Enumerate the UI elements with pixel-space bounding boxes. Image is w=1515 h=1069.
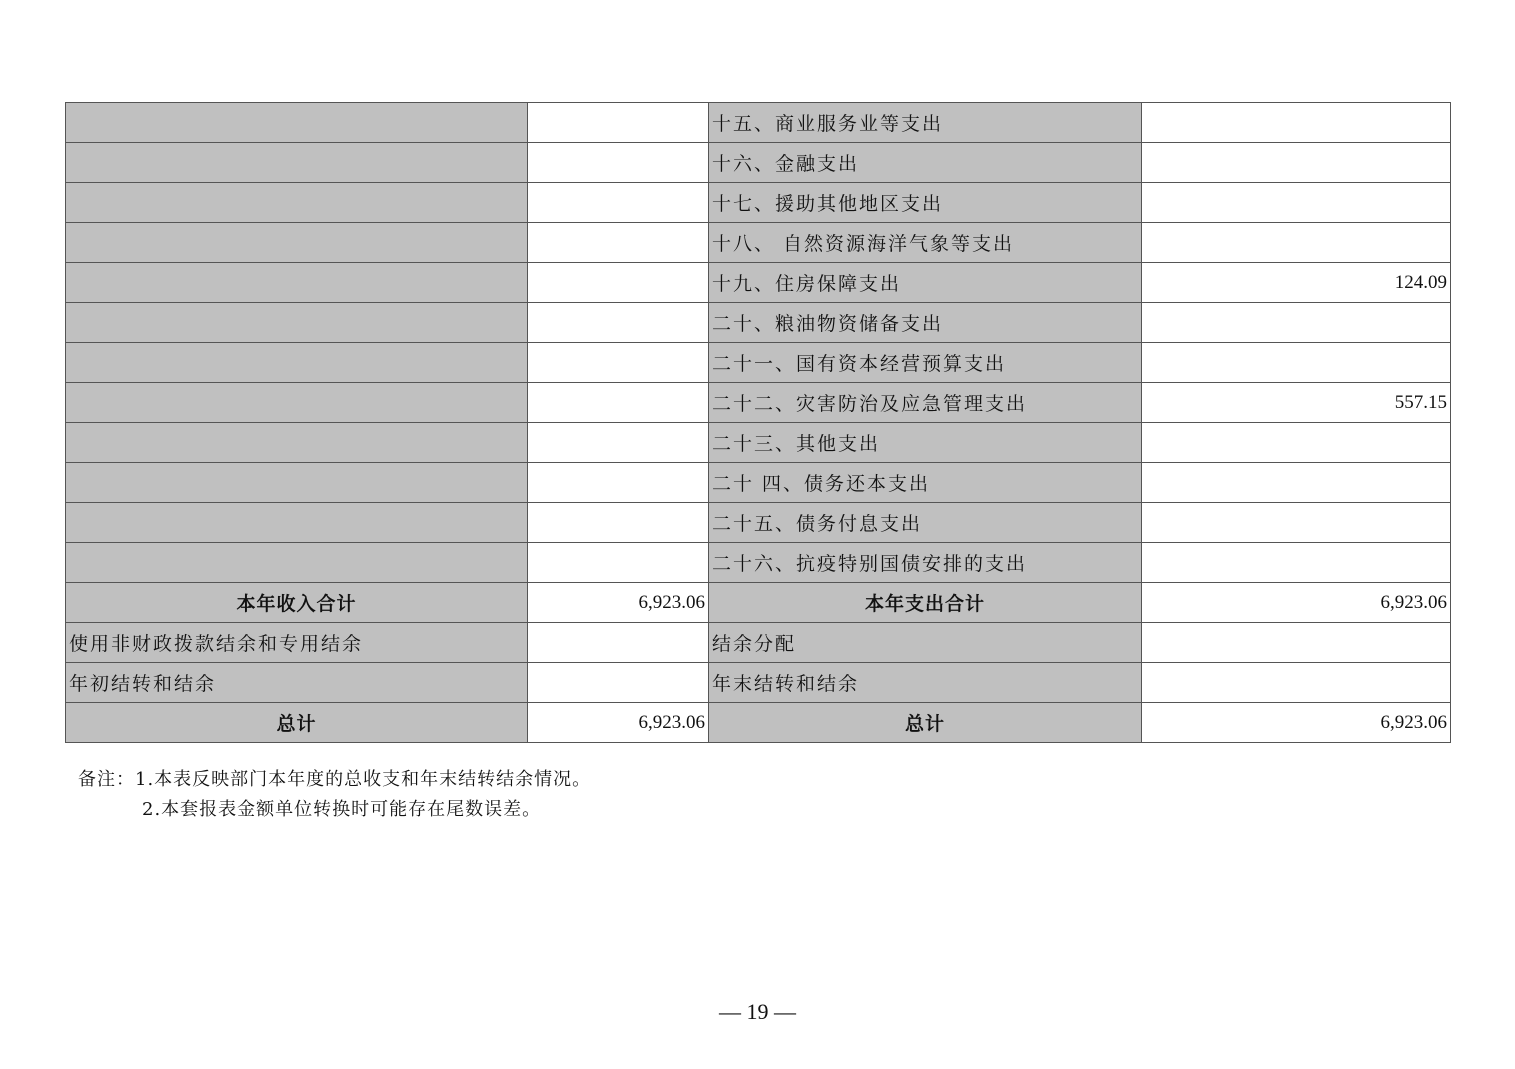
table-row	[66, 263, 1451, 303]
income-item-cell	[66, 303, 528, 343]
income-amount-cell	[528, 663, 709, 703]
table-row	[66, 303, 1451, 343]
expenditure-item-cell: 十七、援助其他地区支出	[709, 183, 1142, 223]
income-item-cell	[66, 543, 528, 583]
expenditure-item-cell: 二十三、其他支出	[709, 423, 1142, 463]
table-row	[66, 143, 1451, 183]
income-amount-cell	[528, 383, 709, 423]
income-amount-cell	[528, 103, 709, 143]
expenditure-item-cell: 二十六、抗疫特别国债安排的支出	[709, 543, 1142, 583]
table-row	[66, 463, 1451, 503]
note-line-2: 2.本套报表金额单位转换时可能存在尾数误差。	[142, 799, 542, 820]
table-row	[66, 383, 1451, 423]
table-row	[66, 343, 1451, 383]
income-amount-cell	[528, 143, 709, 183]
income-item-cell	[66, 503, 528, 543]
expenditure-amount-cell	[1142, 543, 1451, 583]
income-item-cell	[66, 183, 528, 223]
expenditure-item-cell: 十八、 自然资源海洋气象等支出	[709, 223, 1142, 263]
income-item-cell	[66, 383, 528, 423]
income-item-cell	[66, 143, 528, 183]
expenditure-amount-cell	[1142, 103, 1451, 143]
expenditure-item-cell: 十五、商业服务业等支出	[709, 103, 1142, 143]
table-row	[66, 663, 1451, 703]
table-body	[66, 103, 1451, 743]
expenditure-item-cell: 结余分配	[709, 623, 1142, 663]
income-item-cell: 使用非财政拨款结余和专用结余	[66, 623, 528, 663]
expenditure-item-cell: 总计	[709, 703, 1142, 743]
expenditure-item-cell: 二十、粮油物资储备支出	[709, 303, 1142, 343]
income-amount-cell	[528, 183, 709, 223]
income-amount-cell	[528, 343, 709, 383]
expenditure-item-cell: 年末结转和结余	[709, 663, 1142, 703]
expenditure-item-cell: 二十二、灾害防治及应急管理支出	[709, 383, 1142, 423]
page-number: — 19 —	[719, 999, 796, 1024]
expenditure-amount-cell: 124.09	[1142, 263, 1451, 303]
table-row	[66, 183, 1451, 223]
expenditure-item-cell: 十九、住房保障支出	[709, 263, 1142, 303]
table-row	[66, 423, 1451, 463]
income-amount-cell	[528, 303, 709, 343]
income-item-cell	[66, 423, 528, 463]
expenditure-amount-cell	[1142, 423, 1451, 463]
income-item-cell: 年初结转和结余	[66, 663, 528, 703]
income-amount-cell	[528, 263, 709, 303]
expenditure-amount-cell	[1142, 623, 1451, 663]
expenditure-item-cell: 本年支出合计	[709, 583, 1142, 623]
expenditure-amount-cell	[1142, 503, 1451, 543]
expenditure-item-cell: 十六、金融支出	[709, 143, 1142, 183]
income-amount-cell	[528, 223, 709, 263]
expenditure-amount-cell	[1142, 223, 1451, 263]
income-item-cell: 总计	[66, 703, 528, 743]
income-amount-cell: 6,923.06	[528, 583, 709, 623]
income-item-cell	[66, 463, 528, 503]
income-amount-cell	[528, 463, 709, 503]
expenditure-amount-cell	[1142, 183, 1451, 223]
expenditure-amount-cell	[1142, 663, 1451, 703]
expenditure-amount-cell	[1142, 343, 1451, 383]
expenditure-amount-cell: 6,923.06	[1142, 583, 1451, 623]
table-row	[66, 623, 1451, 663]
table-row	[66, 223, 1451, 263]
expenditure-item-cell: 二十五、债务付息支出	[709, 503, 1142, 543]
income-item-cell: 本年收入合计	[66, 583, 528, 623]
expenditure-amount-cell: 557.15	[1142, 383, 1451, 423]
income-amount-cell	[528, 503, 709, 543]
expenditure-item-cell: 二十一、国有资本经营预算支出	[709, 343, 1142, 383]
income-item-cell	[66, 343, 528, 383]
income-amount-cell	[528, 543, 709, 583]
table-row	[66, 583, 1451, 623]
note-line-1: 备注：1.本表反映部门本年度的总收支和年末结转结余情况。	[78, 769, 592, 790]
table-row	[66, 703, 1451, 743]
income-amount-cell: 6,923.06	[528, 703, 709, 743]
table-row	[66, 503, 1451, 543]
table-row	[66, 103, 1451, 143]
income-amount-cell	[528, 423, 709, 463]
expenditure-amount-cell: 6,923.06	[1142, 703, 1451, 743]
income-item-cell	[66, 263, 528, 303]
expenditure-amount-cell	[1142, 463, 1451, 503]
expenditure-item-cell: 二十 四、债务还本支出	[709, 463, 1142, 503]
income-expenditure-table	[65, 102, 1451, 743]
table-row	[66, 543, 1451, 583]
expenditure-amount-cell	[1142, 303, 1451, 343]
income-item-cell	[66, 223, 528, 263]
notes	[78, 765, 591, 825]
income-item-cell	[66, 103, 528, 143]
expenditure-amount-cell	[1142, 143, 1451, 183]
income-amount-cell	[528, 623, 709, 663]
